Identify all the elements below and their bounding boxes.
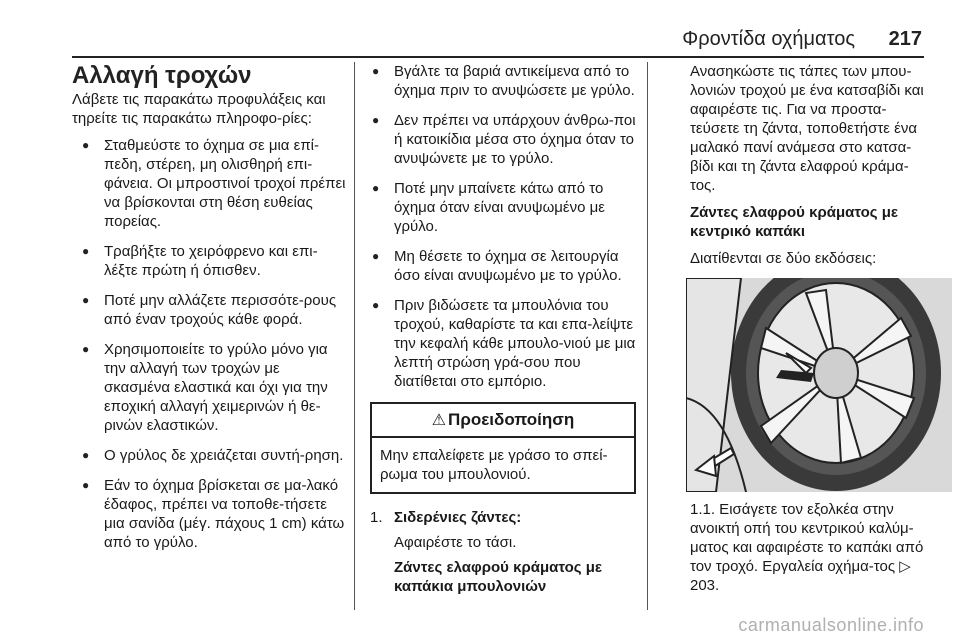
list-item: ● Ποτέ μην αλλάζετε περισσότε-ρους από έναν τροχούς κάθε φορά. (72, 291, 347, 329)
header-rule (72, 56, 924, 58)
column-middle (370, 62, 636, 602)
list-item: ● Πριν βιδώσετε τα μπουλόνια του τροχού, καθαρίστε τα και επα-λείψτε την κεφαλή κάθε μπουλο-νιού με μια λεπτή στρώση γρά-σου που διατίθεται στο εμπόριο. (370, 296, 636, 391)
precautions-list (72, 136, 347, 552)
section-heading: Αλλαγή τροχών (72, 62, 252, 89)
page-reference[interactable]: 203. (690, 577, 720, 594)
intro-text: Λάβετε τις παρακάτω προφυλάξεις και τηρείτε τις παρακάτω πληροφο-ρίες: (72, 91, 326, 127)
step-subtitle: Ζάντες ελαφρού κράματος με καπάκια μπουλονιών (394, 559, 603, 595)
list-item: ● Μη θέσετε το όχημα σε λειτουργία όσο είναι ανυψωμένο με το γρύλο. (370, 247, 636, 285)
list-item: ● Ποτέ μην μπαίνετε κάτω από το όχημα όταν είναι ανυψωμένο με γρύλο. (370, 179, 636, 236)
warning-title: Προειδοποίηση (448, 410, 575, 429)
list-item: ● Ο γρύλος δε χρειάζεται συντή-ρηση. (72, 446, 347, 465)
column-divider (647, 62, 648, 610)
warning-box (370, 402, 636, 494)
column-divider (354, 62, 355, 610)
column-left (72, 62, 347, 563)
list-item: ● Τραβήξτε το χειρόφρενο και επι-λέξτε πρώτη ή όπισθεν. (72, 242, 347, 280)
step-title: Σιδερένιες ζάντες: (394, 509, 522, 526)
list-item: ● Σταθμεύστε το όχημα σε μια επί-πεδη, στέρεη, μη ολισθηρή επι-φάνεια. Οι μπροστινοί τροχοί πρέπει να βρίσκονται στη θέση ευθείας πορείας. (72, 136, 347, 231)
page-number: 217 (888, 28, 922, 50)
paragraph: Ανασηκώστε τις τάπες των μπου-λονιών τροχού με ένα κατσαβίδι και αφαιρέστε τις. Για να προστα-τεύσετε τη ζάντα, τοποθετήστε ένα μαλακό πανί ανάμεσα στο κατσα-βίδι και τη ζάντα ελαφρού κράμα-τος. (690, 63, 924, 194)
paragraph: Διατίθενται σε δύο εκδόσεις: (690, 250, 877, 267)
warning-text: Μην επαλείφετε με γράσο το σπεί-ρωμα του μπουλονιού. (380, 447, 608, 483)
figure-caption: 1.1. Εισάγετε τον εξολκέα στην ανοικτή οπή του κεντρικού καλύμ-ματος και αφαιρέστε το καπάκι από τον τροχό. Εργαλεία οχήμα-τος ▷ 203. (690, 501, 924, 594)
list-item: ● Βγάλτε τα βαριά αντικείμενα από το όχημα πριν το ανυψώσετε με γρύλο. (370, 62, 636, 100)
warning-header (372, 404, 634, 438)
subsection-title: Ζάντες ελαφρού κράματος με κεντρικό καπάκι (690, 204, 899, 240)
step-item (370, 508, 636, 527)
list-item: ● Εάν το όχημα βρίσκεται σε μα-λακό έδαφος, πρέπει να τοποθε-τήσετε μια σανίδα (μέγ. πάχους 1 cm) κάτω από το γρύλο. (72, 476, 347, 552)
precautions-list-continued (370, 62, 636, 391)
wheel-cap-illustration (686, 278, 952, 492)
list-item: ● Δεν πρέπει να υπάρχουν άνθρω-ποι ή κατοικίδια μέσα στο όχημα όταν το ανυψώνετε με το γρύλο. (370, 111, 636, 168)
step-number: 1. (370, 509, 383, 526)
list-item: ● Χρησιμοποιείτε το γρύλο μόνο για την αλλαγή των τροχών με σκασμένα ελαστικά και όχι για την εποχική αλλαγή χειμερινών ή θε-ρινών ελαστικών. (72, 340, 347, 435)
warning-icon: ⚠ (431, 412, 447, 429)
column-right (690, 62, 930, 603)
step-text: Αφαιρέστε το τάσι. (394, 534, 517, 551)
wheel-illustration-icon (686, 278, 952, 492)
section-title: Φροντίδα οχήματος (682, 28, 855, 50)
page-header (0, 0, 960, 60)
page-reference-icon: ▷ (899, 558, 911, 575)
watermark: carmanualsonline.info (738, 615, 924, 635)
